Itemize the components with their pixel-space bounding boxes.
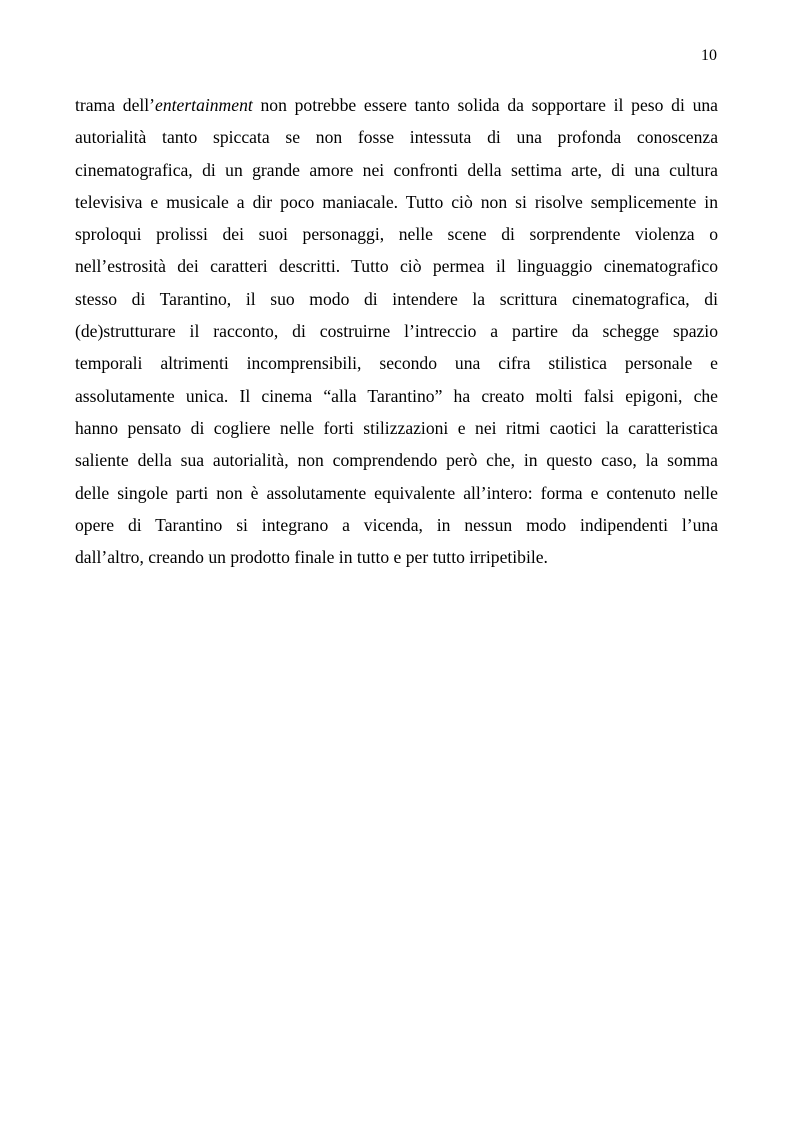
text-line: temporali altrimenti incomprensibili, secondo una cifra stilistica personale e xyxy=(75,353,718,374)
text-line: stesso di Tarantino, il suo modo di intendere la scrittura cinematografica, di xyxy=(75,288,718,309)
text-line: hanno pensato di cogliere nelle forti stilizzazioni e nei ritmi caotici la caratteristica xyxy=(75,417,718,438)
text-line: delle singole parti non è assolutamente equivalente all’intero: forma e contenuto nelle xyxy=(75,482,718,503)
text-segment: trama dell’ xyxy=(75,95,156,115)
body-paragraph xyxy=(75,89,718,573)
text-line: saliente della sua autorialità, non comprendendo però che, in questo caso, la somma xyxy=(75,450,718,471)
text-line: televisiva e musicale a dir poco maniacale. Tutto ciò non si risolve semplicemente in xyxy=(75,191,718,212)
text-line: sproloqui prolissi dei suoi personaggi, nelle scene di sorprendente violenza o xyxy=(75,224,718,245)
text-line: (de)strutturare il racconto, di costruirne l’intreccio a partire da schegge spazio xyxy=(75,321,718,342)
text-line: dall’altro, creando un prodotto finale in tutto e per tutto irripetibile. xyxy=(75,547,548,568)
text-line: autorialità tanto spiccata se non fosse intessuta di una profonda conoscenza xyxy=(75,127,718,148)
text-line: opere di Tarantino si integrano a vicenda, in nessun modo indipendenti l’una xyxy=(75,514,718,535)
text-line: assolutamente unica. Il cinema “alla Tarantino” ha creato molti falsi epigoni, che xyxy=(75,385,718,406)
text-line: cinematografica, di un grande amore nei confronti della settima arte, di una cultura xyxy=(75,159,718,180)
page-number: 10 xyxy=(701,47,717,64)
text-line: nell’estrosità dei caratteri descritti. Tutto ciò permea il linguaggio cinematografico xyxy=(75,256,718,277)
italic-term: entertainment xyxy=(155,95,253,115)
text-line xyxy=(75,89,718,121)
text-segment: non potrebbe essere tanto solida da sopportare il peso di una xyxy=(252,95,718,115)
